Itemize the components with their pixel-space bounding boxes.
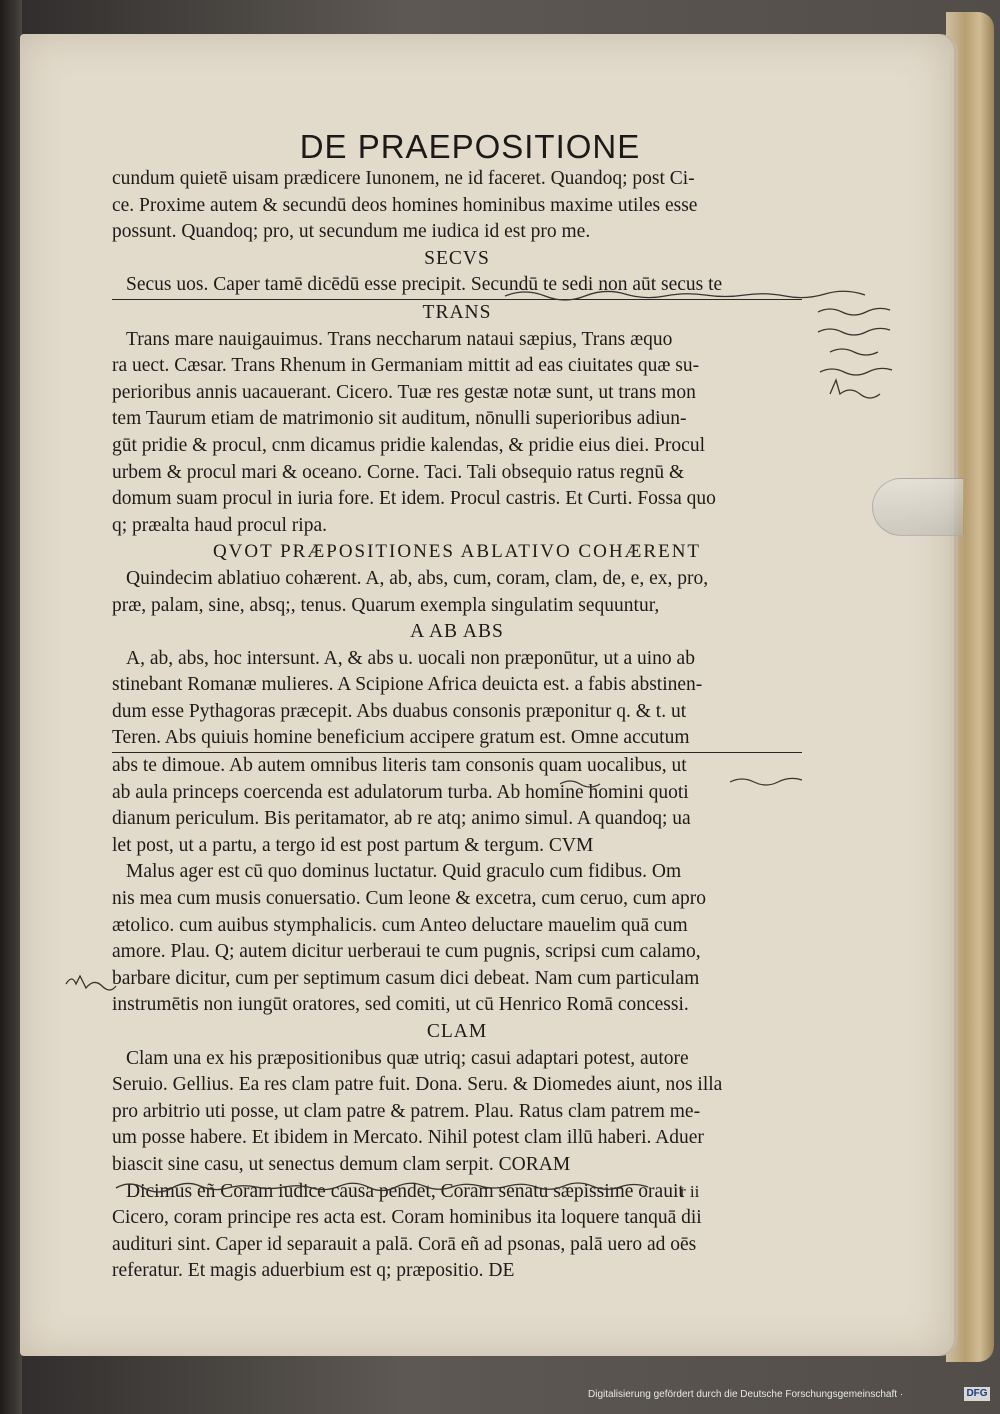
text-line: Teren. Abs quiuis homine beneficium accipere gratum est. Omne accutum bbox=[112, 725, 802, 753]
dfg-logo: DFG bbox=[964, 1387, 990, 1401]
text-line: A AB ABS bbox=[410, 621, 504, 643]
text-line: biascit sine casu, ut senectus demum clam serpit. CORAM bbox=[112, 1153, 571, 1175]
marginal-annotation-trans bbox=[500, 282, 900, 422]
text-line: gūt pridie & procul, cnm dicamus pridie kalendas, & pridie eius diei. Procul bbox=[112, 434, 705, 456]
text-line: referatur. Et magis aduerbium est q; præpositio. DE bbox=[112, 1260, 515, 1282]
text-line: abs te dimoue. Ab autem omnibus literis tam consonis quam uocalibus, ut bbox=[112, 755, 687, 777]
text-line: amore. Plau. Q; autem dicitur uerberaui te cum pugnis, scripsi cum calamo, bbox=[112, 941, 701, 963]
text-line: stinebant Romanæ mulieres. A Scipione Africa deuicta est. a fabis abstinen- bbox=[112, 674, 703, 696]
marginal-annotation-clam bbox=[62, 966, 122, 996]
footer-credit: Digitalisierung gefördert durch die Deutsche Forschungsgemeinschaft · bbox=[588, 1389, 904, 1400]
marginal-annotation-cum bbox=[560, 770, 820, 800]
text-line: CLAM bbox=[426, 1021, 488, 1042]
text-line: pro arbitrio uti posse, ut clam patre & patrem. Plau. Ratus clam patrem me- bbox=[112, 1100, 701, 1122]
text-line: q; præalta haud procul ripa. bbox=[112, 514, 327, 536]
text-line: ab aula princeps coercenda est adulatorum turba. Ab homine homini quoti bbox=[112, 781, 689, 803]
text-line: Secus uos. Caper tamē dicēdū esse precipit. Secundū te sedi non aūt secus te bbox=[112, 272, 802, 300]
text-line: tem Taurum etiam de matrimonio sit auditum, nōnulli superioribus adiun- bbox=[112, 408, 687, 430]
text-line: let post, ut a partu, a tergo id est post partum & tergum. CVM bbox=[112, 834, 594, 856]
text-line: perioribus annis uacauerant. Cicero. Tuæ res gestæ notæ sunt, ut trans mon bbox=[112, 381, 696, 403]
text-line: Clam una ex his præpositionibus quæ utriq; casui adaptari potest, autore bbox=[126, 1047, 689, 1069]
running-head: DE PRAEPOSITIONE bbox=[299, 128, 641, 165]
text-line: Quindecim ablatiuo cohærent. A, ab, abs, cum, coram, clam, de, e, ex, pro, bbox=[126, 567, 709, 589]
text-line: SECVS bbox=[424, 247, 490, 269]
page-clip bbox=[872, 478, 964, 536]
text-line: Seruio. Gellius. Ea res clam patre fuit. Dona. Seru. & Diomedes aiunt, nos illa bbox=[112, 1074, 723, 1096]
text-line: audituri sint. Caper id separauit a palā. Corā eñ ad psonas, palā uero ad oēs bbox=[112, 1233, 697, 1255]
text-line: barbare dicitur, cum per septimum casum dici debeat. Nam cum particulam bbox=[112, 967, 700, 989]
text-line: Dicimus eñ Coram iudice causa pendet, Coram senatu sæpissime orauit bbox=[126, 1180, 684, 1202]
text-line: domum suam procul in iuria fore. Et idem. Procul castris. Et Curti. Fossa quo bbox=[112, 488, 716, 510]
text-line: dum esse Pythagoras præcepit. Abs duabus consonis præponitur q. & t. ut bbox=[112, 700, 687, 722]
text-line: Trans mare nauigauimus. Trans neccharum nataui sæpius, Trans æquo bbox=[126, 328, 673, 350]
text-line: A, ab, abs, hoc intersunt. A, & abs u. uocali non præponūtur, ut a uino ab bbox=[126, 647, 695, 669]
book-binding bbox=[0, 0, 22, 1414]
marginal-annotation-bottom bbox=[112, 1172, 672, 1206]
text-line: ætolico. cum auibus stymphalicis. cum Anteo deluctare mauelim quā cum bbox=[112, 914, 688, 936]
text-line: possunt. Quandoq; pro, ut secundum me iudica id est pro me. bbox=[112, 221, 591, 243]
text-line: QVOT PRÆPOSITIONES ABLATIVO COHÆRENT bbox=[212, 541, 702, 563]
text-line: instrumētis non iungūt oratores, sed comiti, ut cū Henrico Romā concessi. bbox=[112, 994, 689, 1016]
text-line: dianum periculum. Bis peritamator, ab re atq; animo simul. A quandoq; ua bbox=[112, 808, 691, 830]
text-line: præ, palam, sine, absq;, tenus. Quarum exempla singulatim sequuntur, bbox=[112, 594, 660, 616]
text-line: Cicero, coram principe res acta est. Coram hominibus ita loquere tanquā dii bbox=[112, 1207, 702, 1229]
text-line: TRANS bbox=[422, 301, 492, 323]
text-line: Malus ager est cū quo dominus luctatur. Quid graculo cum fidibus. Om bbox=[126, 861, 682, 883]
text-line: nis mea cum musis conuersatio. Cum leone & excetra, cum ceruo, cum apro bbox=[112, 888, 707, 910]
text-line: ra uect. Cæsar. Trans Rhenum in Germaniam mittit ad eas ciuitates quæ su- bbox=[112, 355, 700, 377]
signature-mark: r ii bbox=[680, 1182, 700, 1201]
text-line: um posse habere. Et ibidem in Mercato. Nihil potest clam illū haberi. Aduer bbox=[112, 1127, 704, 1149]
book-cover-edge bbox=[946, 12, 994, 1362]
text-line: urbem & procul mari & oceano. Corne. Taci. Tali obsequio ratus regnū & bbox=[112, 461, 685, 483]
text-line: ce. Proxime autem & secundū deos homines hominibus maxime utiles esse bbox=[112, 194, 698, 216]
text-line: cundum quietē uisam prædicere Iunonem, ne id faceret. Quandoq; post Ci- bbox=[112, 168, 695, 189]
